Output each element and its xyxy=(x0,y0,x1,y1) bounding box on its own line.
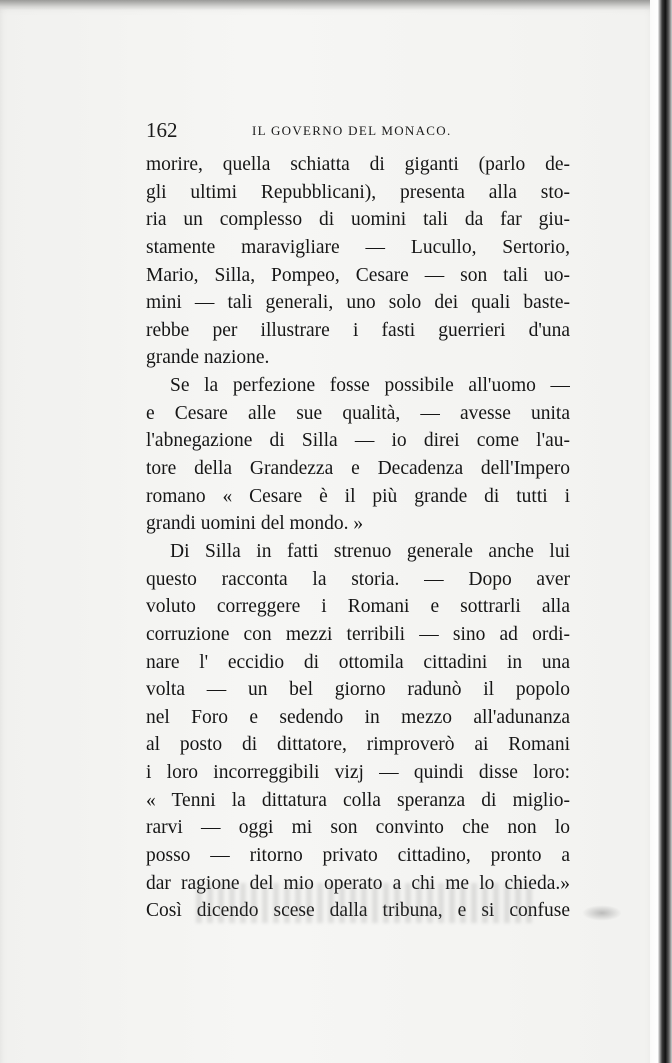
text-line: « Tenni la dittatura colla speranza di miglio- xyxy=(146,789,570,811)
text-line: morire, quella schiatta di giganti (parlo de- xyxy=(146,154,570,175)
text-line: l'abnegazione di Silla — io direi come l'au- xyxy=(146,430,570,452)
text-line: Di Silla in fatti strenuo generale anche lui xyxy=(170,540,570,562)
text-line: Se la perfezione fosse possibile all'uomo — xyxy=(170,375,570,397)
text-line: corruzione con mezzi terribili — sino ad ordi- xyxy=(146,623,570,645)
text-line: gli ultimi Repubblicani), presenta alla sto- xyxy=(146,181,570,203)
page-number: 162 xyxy=(146,118,178,142)
text-line: grandi uomini del mondo. » xyxy=(146,513,364,535)
text-line: rebbe per illustrare i fasti guerrieri d'una xyxy=(146,319,570,341)
body-text xyxy=(146,151,570,925)
paper-stain xyxy=(582,905,622,921)
text-line: e Cesare alle sue qualità, — avesse unita xyxy=(146,402,570,424)
text-line: romano « Cesare è il più grande di tutti i xyxy=(146,485,570,507)
text-line: questo racconta la storia. — Dopo aver xyxy=(146,568,570,590)
text-line: volta — un bel giorno radunò il popolo xyxy=(146,679,570,701)
text-line: rarvi — oggi mi son convinto che non lo xyxy=(146,817,570,839)
page-header xyxy=(146,118,566,144)
text-line: i loro incorreggibili vizj — quindi disse loro: xyxy=(146,762,570,784)
text-line: stamente maravigliare — Lucullo, Sertorio, xyxy=(146,236,570,258)
running-title: IL GOVERNO DEL MONACO. xyxy=(252,123,452,138)
book-gutter-edge xyxy=(650,0,672,1063)
text-line: nel Foro e sedendo in mezzo all'adunanza xyxy=(146,706,570,728)
text-line: nare l' eccidio di ottomila cittadini in una xyxy=(146,651,570,673)
text-line: al posto di dittatore, rimproverò ai Romani xyxy=(146,734,570,756)
text-line: dar ragione del mio operato a chi me lo chieda.» xyxy=(146,872,570,894)
text-line: grande nazione. xyxy=(146,347,270,369)
text-line: Mario, Silla, Pompeo, Cesare — son tali uo- xyxy=(146,264,570,286)
show-through-bleed xyxy=(196,883,536,923)
text-line: voluto correggere i Romani e sottrarli alla xyxy=(146,596,570,618)
text-line: mini — tali generali, uno solo dei quali baste- xyxy=(146,292,570,314)
text-line: Così dicendo scese dalla tribuna, e si confuse xyxy=(146,900,570,922)
text-line: posso — ritorno privato cittadino, pronto a xyxy=(146,845,570,867)
text-line: tore della Grandezza e Decadenza dell'Impero xyxy=(146,458,570,480)
page-top-shadow xyxy=(0,0,672,10)
text-line: ria un complesso di uomini tali da far giu- xyxy=(146,209,570,231)
